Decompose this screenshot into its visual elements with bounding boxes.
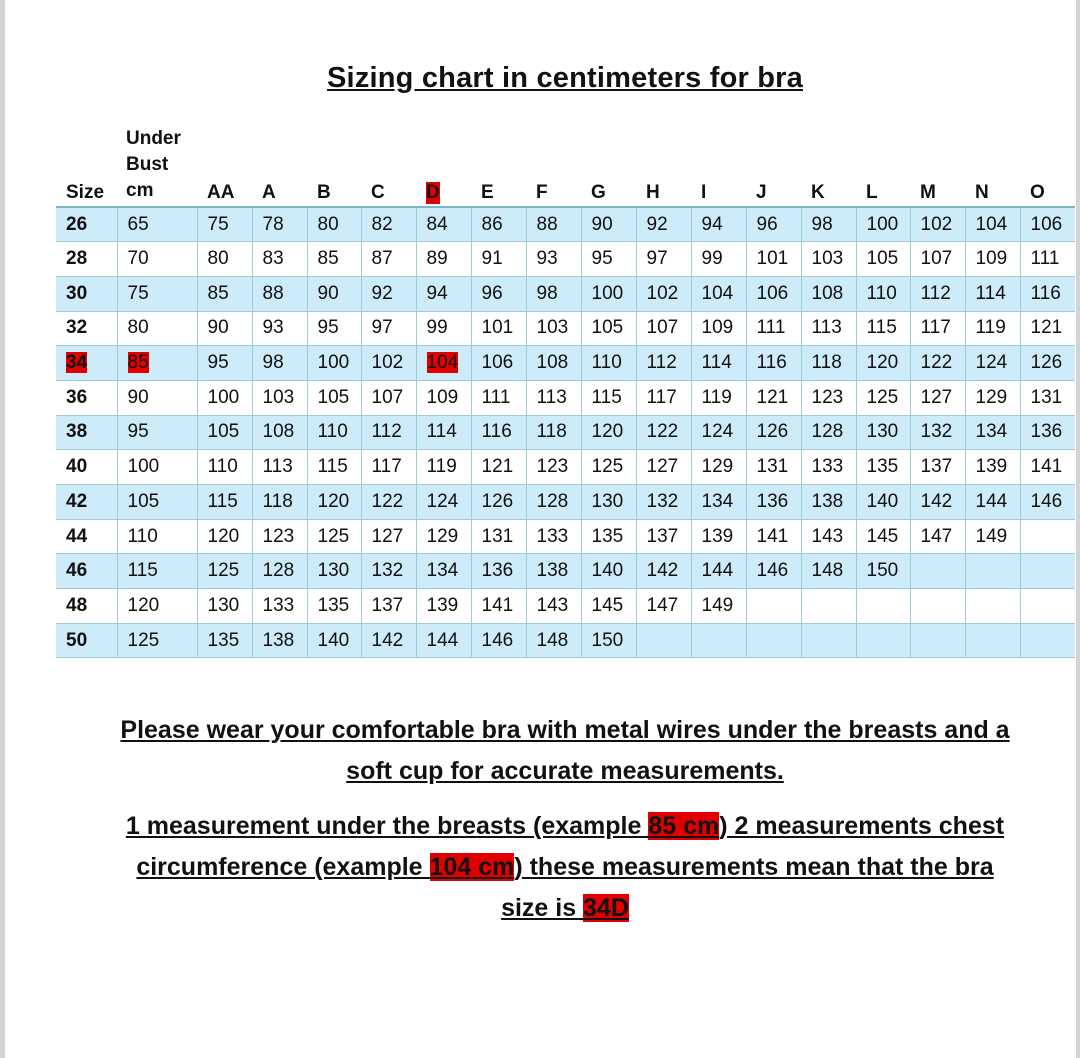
bust-cell: 131 — [471, 519, 526, 554]
bust-cell — [910, 623, 965, 658]
bust-cell: 110 — [197, 450, 252, 485]
bust-cell: 118 — [252, 485, 307, 520]
size-cell: 42 — [56, 485, 117, 520]
under-bust-column-header — [126, 126, 181, 204]
bust-cell: 149 — [965, 519, 1020, 554]
bust-cell: 135 — [307, 589, 361, 624]
measurement-notes — [120, 710, 1010, 943]
bust-cell: 144 — [416, 623, 471, 658]
bust-cell: 144 — [965, 485, 1020, 520]
bust-cell: 135 — [856, 450, 910, 485]
bust-cell: 109 — [691, 311, 746, 346]
bust-cell — [965, 623, 1020, 658]
bust-cell — [965, 554, 1020, 589]
under-bust-cell: 95 — [117, 415, 197, 450]
cup-header-n: N — [975, 182, 989, 203]
bust-cell: 129 — [416, 519, 471, 554]
bust-cell: 150 — [856, 554, 910, 589]
bust-cell: 144 — [691, 554, 746, 589]
bust-cell: 115 — [581, 380, 636, 415]
bust-cell: 132 — [636, 485, 691, 520]
size-cell: 46 — [56, 554, 117, 589]
bust-cell: 90 — [197, 311, 252, 346]
size-cell: 34 — [56, 346, 117, 381]
bust-cell: 83 — [252, 242, 307, 277]
bust-cell: 148 — [801, 554, 856, 589]
bust-cell: 132 — [361, 554, 416, 589]
under-bust-cell: 85 — [117, 346, 197, 381]
cup-header-d: D — [426, 182, 440, 203]
bust-cell: 137 — [910, 450, 965, 485]
bust-cell: 105 — [307, 380, 361, 415]
bust-cell: 129 — [965, 380, 1020, 415]
bust-cell — [801, 589, 856, 624]
table-row — [56, 311, 1075, 346]
table-row — [56, 485, 1075, 520]
bust-cell: 80 — [197, 242, 252, 277]
bust-cell: 95 — [581, 242, 636, 277]
bust-cell: 138 — [801, 485, 856, 520]
bust-cell: 117 — [361, 450, 416, 485]
bust-cell: 101 — [471, 311, 526, 346]
bust-cell: 105 — [197, 415, 252, 450]
bust-cell: 103 — [526, 311, 581, 346]
bust-cell: 123 — [801, 380, 856, 415]
bust-cell — [746, 589, 801, 624]
bust-cell: 93 — [526, 242, 581, 277]
bust-cell: 102 — [361, 346, 416, 381]
bust-cell: 139 — [965, 450, 1020, 485]
bust-cell: 115 — [197, 485, 252, 520]
bust-cell: 145 — [581, 589, 636, 624]
table-row — [56, 589, 1075, 624]
bust-cell: 98 — [252, 346, 307, 381]
bust-cell: 127 — [636, 450, 691, 485]
bust-cell: 120 — [581, 415, 636, 450]
bust-cell: 102 — [910, 207, 965, 242]
bust-cell: 133 — [526, 519, 581, 554]
bust-cell: 107 — [361, 380, 416, 415]
bust-cell: 135 — [197, 623, 252, 658]
bust-cell: 113 — [526, 380, 581, 415]
size-column-header: Size — [66, 182, 105, 203]
bust-cell: 125 — [307, 519, 361, 554]
bust-cell: 139 — [691, 519, 746, 554]
cup-header-a: A — [262, 182, 276, 203]
bust-cell: 135 — [581, 519, 636, 554]
cup-header-f: F — [536, 182, 548, 203]
bust-cell: 120 — [856, 346, 910, 381]
under-bust-cell: 110 — [117, 519, 197, 554]
bust-cell: 84 — [416, 207, 471, 242]
bust-cell: 134 — [416, 554, 471, 589]
size-cell: 36 — [56, 380, 117, 415]
bust-cell: 97 — [361, 311, 416, 346]
bust-cell: 138 — [252, 623, 307, 658]
under-bust-line-1: Under — [126, 128, 181, 149]
bust-cell: 142 — [361, 623, 416, 658]
bust-cell — [910, 554, 965, 589]
under-bust-cell: 80 — [117, 311, 197, 346]
size-cell: 26 — [56, 207, 117, 242]
bust-cell — [1020, 623, 1075, 658]
bust-cell: 148 — [526, 623, 581, 658]
bust-cell: 137 — [636, 519, 691, 554]
bust-cell: 110 — [581, 346, 636, 381]
bust-cell: 108 — [526, 346, 581, 381]
bust-cell: 126 — [471, 485, 526, 520]
bust-cell: 141 — [746, 519, 801, 554]
bust-cell: 116 — [746, 346, 801, 381]
bust-cell: 92 — [636, 207, 691, 242]
cup-header-m: M — [920, 182, 936, 203]
bust-cell: 121 — [471, 450, 526, 485]
bust-cell: 91 — [471, 242, 526, 277]
bust-cell: 120 — [307, 485, 361, 520]
bust-cell: 105 — [856, 242, 910, 277]
bust-cell: 126 — [1020, 346, 1075, 381]
table-row — [56, 242, 1075, 277]
bust-cell: 93 — [252, 311, 307, 346]
bust-cell: 149 — [691, 589, 746, 624]
bust-cell: 98 — [801, 207, 856, 242]
bust-cell: 82 — [361, 207, 416, 242]
wear-instruction: Please wear your comfortable bra with metal wires under the breasts and a soft cup for accurate measurements. — [120, 716, 1010, 785]
bust-cell: 130 — [307, 554, 361, 589]
bust-cell: 103 — [252, 380, 307, 415]
bust-cell: 141 — [471, 589, 526, 624]
bust-cell — [965, 589, 1020, 624]
bust-cell: 125 — [197, 554, 252, 589]
size-cell: 38 — [56, 415, 117, 450]
bust-cell: 100 — [307, 346, 361, 381]
bust-cell: 140 — [581, 554, 636, 589]
bust-cell: 112 — [636, 346, 691, 381]
bust-cell: 106 — [746, 276, 801, 311]
under-bust-cell: 105 — [117, 485, 197, 520]
size-cell: 40 — [56, 450, 117, 485]
cup-header-b: B — [317, 182, 331, 203]
bust-cell: 142 — [910, 485, 965, 520]
bust-cell: 127 — [361, 519, 416, 554]
bust-cell: 119 — [965, 311, 1020, 346]
bust-cell: 123 — [252, 519, 307, 554]
table-row — [56, 450, 1075, 485]
bust-cell: 124 — [965, 346, 1020, 381]
bust-cell — [636, 623, 691, 658]
bust-cell: 87 — [361, 242, 416, 277]
bust-cell: 85 — [197, 276, 252, 311]
under-bust-cell: 65 — [117, 207, 197, 242]
bust-cell: 133 — [252, 589, 307, 624]
cup-header-g: G — [591, 182, 606, 203]
under-bust-cell: 125 — [117, 623, 197, 658]
cup-header-i: I — [701, 182, 707, 203]
bust-cell: 95 — [307, 311, 361, 346]
bust-cell: 100 — [197, 380, 252, 415]
under-bust-cell: 90 — [117, 380, 197, 415]
bust-cell: 110 — [856, 276, 910, 311]
bust-cell: 108 — [801, 276, 856, 311]
bust-cell: 97 — [636, 242, 691, 277]
bust-cell: 92 — [361, 276, 416, 311]
bust-cell: 108 — [252, 415, 307, 450]
table-row — [56, 346, 1075, 381]
bust-cell: 88 — [526, 207, 581, 242]
example-under-bust-highlight: 85 cm — [648, 812, 720, 840]
cup-header-aa: AA — [207, 182, 235, 203]
bust-cell: 118 — [526, 415, 581, 450]
bust-cell: 121 — [746, 380, 801, 415]
bust-cell: 94 — [691, 207, 746, 242]
under-bust-cell: 120 — [117, 589, 197, 624]
bust-cell: 75 — [197, 207, 252, 242]
bust-cell: 131 — [746, 450, 801, 485]
cup-header-h: H — [646, 182, 660, 203]
bust-cell: 90 — [581, 207, 636, 242]
bust-cell: 129 — [691, 450, 746, 485]
bust-cell: 111 — [746, 311, 801, 346]
bust-cell: 122 — [636, 415, 691, 450]
bust-cell: 143 — [526, 589, 581, 624]
bust-cell: 107 — [910, 242, 965, 277]
bust-cell — [856, 623, 910, 658]
table-row — [56, 415, 1075, 450]
bust-cell: 110 — [307, 415, 361, 450]
under-bust-cell: 75 — [117, 276, 197, 311]
table-row — [56, 380, 1075, 415]
bust-cell: 103 — [801, 242, 856, 277]
bust-cell: 125 — [581, 450, 636, 485]
bust-cell: 124 — [416, 485, 471, 520]
bust-cell: 119 — [416, 450, 471, 485]
bust-cell: 88 — [252, 276, 307, 311]
bust-cell: 136 — [471, 554, 526, 589]
bust-cell — [1020, 589, 1075, 624]
bust-cell: 98 — [526, 276, 581, 311]
bust-cell: 109 — [965, 242, 1020, 277]
bust-cell: 127 — [910, 380, 965, 415]
page-border-left — [0, 0, 5, 1058]
bust-cell: 104 — [691, 276, 746, 311]
cup-header-j: J — [756, 182, 767, 203]
bust-cell: 130 — [197, 589, 252, 624]
bust-cell: 114 — [416, 415, 471, 450]
bust-cell — [910, 589, 965, 624]
bust-cell: 104 — [416, 346, 471, 381]
bust-cell: 115 — [856, 311, 910, 346]
bust-cell: 143 — [801, 519, 856, 554]
size-cell: 32 — [56, 311, 117, 346]
bust-cell: 137 — [361, 589, 416, 624]
bust-cell: 96 — [471, 276, 526, 311]
bust-cell: 146 — [471, 623, 526, 658]
bust-cell: 146 — [1020, 485, 1075, 520]
size-cell: 44 — [56, 519, 117, 554]
bust-cell: 147 — [636, 589, 691, 624]
table-row — [56, 276, 1075, 311]
size-cell: 48 — [56, 589, 117, 624]
bust-cell: 78 — [252, 207, 307, 242]
bust-cell: 131 — [1020, 380, 1075, 415]
bust-cell: 146 — [746, 554, 801, 589]
bust-cell: 140 — [856, 485, 910, 520]
under-bust-cell: 100 — [117, 450, 197, 485]
bust-cell: 124 — [691, 415, 746, 450]
bust-cell: 132 — [910, 415, 965, 450]
page-border-right — [1076, 0, 1080, 1058]
bust-cell: 119 — [691, 380, 746, 415]
table-row — [56, 623, 1075, 658]
under-bust-line-3: cm — [126, 180, 154, 201]
bust-cell: 105 — [581, 311, 636, 346]
cup-header-c: C — [371, 182, 385, 203]
bust-cell: 147 — [910, 519, 965, 554]
bust-cell: 89 — [416, 242, 471, 277]
sizing-table — [56, 206, 1075, 658]
size-cell: 30 — [56, 276, 117, 311]
table-row — [56, 554, 1075, 589]
cup-header-e: E — [481, 182, 494, 203]
bust-cell: 120 — [197, 519, 252, 554]
size-cell: 28 — [56, 242, 117, 277]
bust-cell: 145 — [856, 519, 910, 554]
example-chest-highlight: 104 cm — [429, 853, 515, 881]
bust-cell: 112 — [910, 276, 965, 311]
bust-cell: 121 — [1020, 311, 1075, 346]
bust-cell: 128 — [526, 485, 581, 520]
bust-cell: 136 — [746, 485, 801, 520]
bust-cell: 107 — [636, 311, 691, 346]
bust-cell: 139 — [416, 589, 471, 624]
bust-cell: 115 — [307, 450, 361, 485]
page-title: Sizing chart in centimeters for bra — [327, 62, 803, 94]
bust-cell — [801, 623, 856, 658]
under-bust-line-2: Bust — [126, 154, 169, 175]
table-header — [56, 126, 1072, 206]
bust-cell: 111 — [1020, 242, 1075, 277]
under-bust-cell: 70 — [117, 242, 197, 277]
bust-cell: 136 — [1020, 415, 1075, 450]
bust-cell: 122 — [910, 346, 965, 381]
bust-cell: 118 — [801, 346, 856, 381]
bust-cell: 128 — [801, 415, 856, 450]
bust-cell: 85 — [307, 242, 361, 277]
bust-cell: 113 — [801, 311, 856, 346]
bust-cell: 125 — [856, 380, 910, 415]
bust-cell — [691, 623, 746, 658]
bust-cell — [856, 589, 910, 624]
bust-cell: 109 — [416, 380, 471, 415]
bust-cell: 140 — [307, 623, 361, 658]
table-row — [56, 207, 1075, 242]
bust-cell: 111 — [471, 380, 526, 415]
bust-cell: 104 — [965, 207, 1020, 242]
bust-cell: 114 — [691, 346, 746, 381]
cup-header-l: L — [866, 182, 878, 203]
bust-cell: 113 — [252, 450, 307, 485]
size-cell: 50 — [56, 623, 117, 658]
bust-cell: 116 — [471, 415, 526, 450]
bust-cell: 95 — [197, 346, 252, 381]
bust-cell: 106 — [471, 346, 526, 381]
bust-cell: 150 — [581, 623, 636, 658]
bust-cell: 133 — [801, 450, 856, 485]
example-result-highlight: 34D — [583, 894, 629, 922]
bust-cell: 94 — [416, 276, 471, 311]
cup-header-o: O — [1030, 182, 1045, 203]
bust-cell: 80 — [307, 207, 361, 242]
bust-cell — [746, 623, 801, 658]
cup-header-k: K — [811, 182, 825, 203]
bust-cell: 90 — [307, 276, 361, 311]
bust-cell: 134 — [691, 485, 746, 520]
bust-cell: 126 — [746, 415, 801, 450]
bust-cell: 99 — [691, 242, 746, 277]
bust-cell: 134 — [965, 415, 1020, 450]
bust-cell: 102 — [636, 276, 691, 311]
bust-cell: 122 — [361, 485, 416, 520]
bust-cell: 112 — [361, 415, 416, 450]
bust-cell: 96 — [746, 207, 801, 242]
bust-cell: 86 — [471, 207, 526, 242]
bust-cell — [1020, 519, 1075, 554]
bust-cell: 100 — [581, 276, 636, 311]
measurement-example: 1 measurement under the breasts (example 85 cm) 2 measurements chest circumference (example 104 cm) these measurements mean that the bra size is 34D — [125, 812, 1005, 922]
bust-cell: 101 — [746, 242, 801, 277]
table-row — [56, 519, 1075, 554]
under-bust-cell: 115 — [117, 554, 197, 589]
bust-cell: 114 — [965, 276, 1020, 311]
bust-cell: 130 — [581, 485, 636, 520]
bust-cell: 130 — [856, 415, 910, 450]
bust-cell: 100 — [856, 207, 910, 242]
bust-cell: 106 — [1020, 207, 1075, 242]
bust-cell: 141 — [1020, 450, 1075, 485]
bust-cell — [1020, 554, 1075, 589]
bust-cell: 128 — [252, 554, 307, 589]
bust-cell: 117 — [910, 311, 965, 346]
bust-cell: 138 — [526, 554, 581, 589]
bust-cell: 117 — [636, 380, 691, 415]
bust-cell: 99 — [416, 311, 471, 346]
bust-cell: 142 — [636, 554, 691, 589]
bust-cell: 123 — [526, 450, 581, 485]
bust-cell: 116 — [1020, 276, 1075, 311]
